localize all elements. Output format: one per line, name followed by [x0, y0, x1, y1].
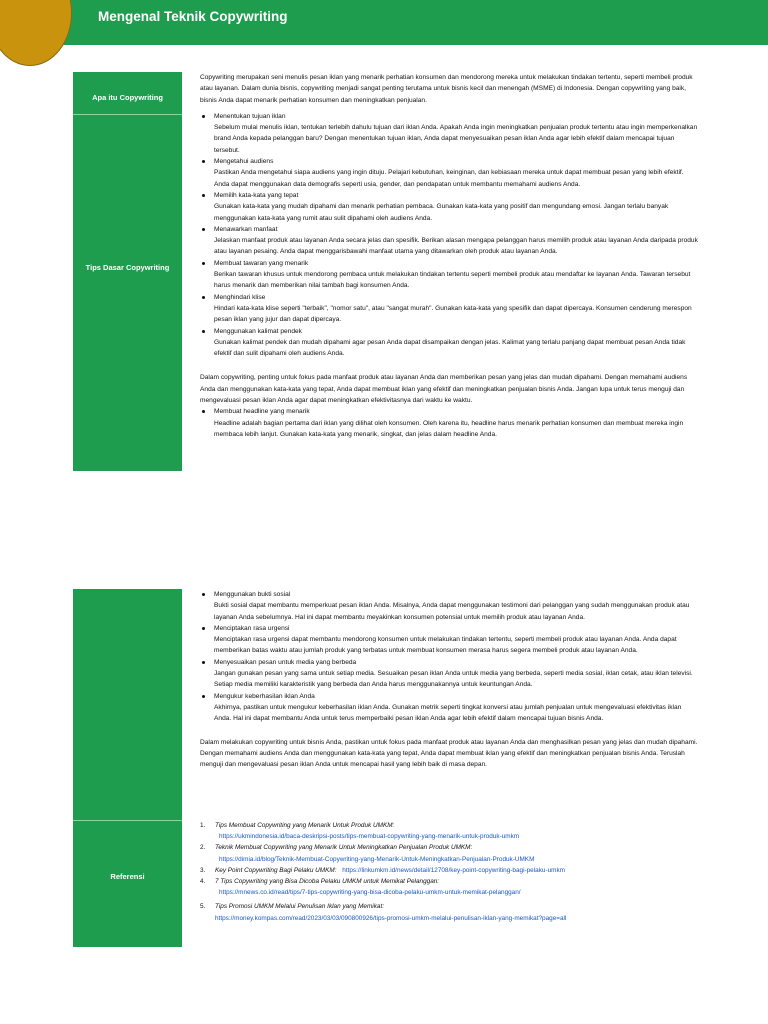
tip-text: Hindari kata-kata klise seperti "terbaik", "nomor satu", atau "sangat murah". Gunakan kata-kata yang spesifik dan dapat dipercaya. Konsumen cenderung merespon pesan iklan yang jujur dan dapat dipercaya. — [214, 304, 692, 324]
page-title: Mengenal Teknik Copywriting — [98, 9, 288, 24]
tip-title: Menggunakan bukti sosial — [214, 591, 291, 598]
reference-number: 2. — [200, 844, 206, 852]
list-item — [200, 623, 698, 657]
list-item — [200, 111, 698, 156]
tip-text: Gunakan kata-kata yang mudah dipahami dan menarik perhatian pembaca. Gunakan kata-kata yang positif dan mengundang emosi. Jangan terlalu banyak menggunakan kata-kata yang rumit atau sulit dipahami oleh audiens Anda. — [214, 203, 669, 222]
list-item — [200, 156, 698, 190]
reference-title: 7 Tips Copywriting yang Bisa Dicoba Pelaku UMKM untuk Memikat Pelanggan: — [215, 878, 440, 886]
reference-link[interactable]: https://linkumkm.id/news/detail/12708/key-point-copywriting-bagi-pelaku-umkm — [342, 866, 565, 874]
tip-text: Jelaskan manfaat produk atau layanan Anda secara jelas dan spesifik. Berikan alasan mengapa pelanggan harus memilih produk atau layanan Anda daripada produk atau layanan pesaing. Anda dapat menggarisbawahi manfaat utama yang ditawarkan oleh produk atau layanan Anda. — [214, 237, 698, 256]
tip-text: Berikan tawaran khusus untuk mendorong pembaca untuk melakukan tindakan tertentu seperti membeli produk atau mendaftar ke layanan Anda. Tawaran tersebut harus menarik dan memberikan nilai tambah bagi konsumen Anda. — [214, 271, 691, 290]
tip-title: Mengukur keberhasilan iklan Anda — [214, 692, 315, 700]
tip-text: Menciptakan rasa urgensi dapat membantu mendorong konsumen untuk melakukan tindakan tertentu, seperti membeli produk atau layanan Anda. Anda dapat memberikan batas waktu atau jumlah produk yang terbatas untuk membuat konsumen merasa harus segera membeli produk atau layanan Anda. — [214, 636, 677, 655]
list-item — [200, 190, 698, 224]
reference-item — [200, 865, 698, 876]
tips-list — [200, 406, 698, 440]
section-label-apa-itu: Apa itu Copywriting — [92, 93, 163, 102]
reference-title: Tips Promosi UMKM Melalui Penulisan Iklan yang Memikat: — [215, 903, 384, 911]
section-divider — [73, 820, 182, 821]
section-column-bottom — [73, 589, 182, 947]
reference-item — [200, 820, 698, 842]
tip-text: Gunakan kalimat pendek dan mudah dipahami agar pesan Anda dapat disampaikan dengan jelas. Kalimat yang terlalu panjang dapat membuat pesan Anda tidak efektif dan sulit dipahami oleh audiens Anda. — [214, 338, 686, 358]
reference-title: Tips Membuat Copywriting yang Menarik Untuk Produk UMKM: — [215, 822, 395, 829]
tip-title: Mengetahui audiens — [214, 158, 274, 166]
reference-link[interactable]: https://mnews.co.id/read/tips/7-tips-copywriting-yang-bisa-dicoba-pelaku-umkm-untuk-memikat-pelanggan/ — [219, 889, 521, 897]
tip-title: Membuat tawaran yang menarik — [214, 259, 309, 267]
list-item — [200, 292, 698, 326]
reference-number: 5. — [200, 903, 206, 911]
list-item — [200, 657, 698, 691]
tip-title: Menentukan tujuan iklan — [214, 112, 286, 120]
reference-link[interactable]: https://ukmindonesia.id/baca-deskripsi-posts/tips-membuat-copywriting-yang-menarik-untuk-produk-umkm — [219, 833, 520, 841]
content-page-1 — [200, 72, 698, 440]
tip-text: Pastikan Anda mengetahui siapa audiens yang ingin dituju. Pelajari kebutuhan, keinginan, dan kebiasaan mereka untuk dapat membuat pesan yang lebih efektif. Anda dapat menggunakan data demografis seperti usia, gender, dan pendapatan untuk membantu memahami audiens Anda. — [214, 169, 684, 188]
reference-item — [200, 901, 698, 923]
reference-item — [200, 876, 698, 898]
list-item — [200, 691, 698, 725]
intro-paragraph: Copywriting merupakan seni menulis pesan iklan yang menarik perhatian konsumen dan mendorong mereka untuk melakukan tindakan tertentu, seperti membeli produk atau layanan. Dalam dunia bisnis, copywriting menjadi sangat penting terutama untuk bisnis kecil dan menengah (MSME) di Indonesia. Dengan copywriting yang baik, bisnis Anda dapat menarik perhatian konsumen dan meningkatkan penjualan. — [200, 74, 693, 104]
reference-item — [200, 842, 698, 864]
reference-link[interactable]: https://dimia.id/blog/Teknik-Membuat-Copywriting-yang-Menarik-Untuk-Meningkatkan-Penjualan-Produk-UMKM — [219, 855, 535, 863]
reference-number: 4. — [200, 878, 206, 886]
section-label-tips-dasar: Tips Dasar Copywriting — [85, 263, 170, 272]
tip-title: Menyesuaikan pesan untuk media yang berbeda — [214, 658, 357, 666]
reference-link[interactable]: https://money.kompas.com/read/2023/03/03/090800926/tips-promosi-umkm-melalui-penulisan-iklan-yang-memikat?page=all — [215, 914, 567, 922]
section-divider — [73, 114, 182, 115]
list-item — [200, 258, 698, 292]
tip-text: Jangan gunakan pesan yang sama untuk setiap media. Sesuaikan pesan iklan Anda untuk media yang berbeda, seperti media sosial, iklan cetak, atau iklan televisi. Setiap media memiliki karakteristik yang berbeda dan Anda harus menggunakannya untuk keuntungan Anda. — [214, 670, 693, 689]
tip-text: Bukti sosial dapat membantu memperkuat pesan iklan Anda. Misalnya, Anda dapat menggunakan testimoni dari pelanggan yang sudah menggunakan produk atau layanan Anda sebelumnya. Hal ini dapat membantu meyakinkan konsumen potensial untuk memilih produk atau layanan Anda. — [214, 602, 690, 621]
tips-list — [200, 589, 698, 725]
list-item — [200, 406, 698, 440]
section-column-top — [73, 72, 182, 471]
reference-number: 1. — [200, 822, 206, 829]
tip-title: Menghindari klise — [214, 293, 266, 301]
list-item — [200, 589, 698, 623]
summary-badge — [0, 0, 72, 66]
summary-paragraph: Dalam copywriting, penting untuk fokus pada manfaat produk atau layanan Anda dan memberikan pesan yang jelas dan mudah dipahami. Dengan memahami audiens Anda dan menggunakan kata-kata yang tepat, Anda dapat membuat iklan yang efektif dan meningkatkan penjualan bisnis Anda. Jangan lupa untuk terus menguji dan mengevaluasi pesan iklan Anda agar dapat meningkatkan efektivitasnya dari waktu ke waktu. — [200, 374, 688, 405]
tip-title: Menggunakan kalimat pendek — [214, 327, 302, 335]
tip-text: Headline adalah bagian pertama dari iklan yang dilihat oleh konsumen. Oleh karena itu, headline harus menarik perhatian konsumen dan membuat mereka ingin membaca lebih lanjut. Gunakan kata-kata yang menarik, singkat, dan jelas dalam headline Anda. — [214, 419, 684, 438]
tip-title: Membuat headline yang menarik — [214, 408, 310, 416]
tip-text: Akhirnya, pastikan untuk mengukur keberhasilan iklan Anda. Gunakan metrik seperti tingkat konversi atau jumlah penjualan untuk mengevaluasi efektivitas iklan Anda. Hal ini dapat membantu Anda untuk terus memperbaiki pesan iklan Anda agar lebih efektif dalam mencapai tujuan bisnis Anda. — [214, 703, 682, 723]
reference-number: 3. — [200, 866, 206, 874]
tip-title: Menciptakan rasa urgensi — [214, 624, 290, 632]
reference-title: Teknik Membuat Copywriting yang Menarik Untuk Meningkatkan Penjualan Produk UMKM: — [215, 844, 473, 852]
closing-paragraph: Dalam melakukan copywriting untuk bisnis Anda, pastikan untuk fokus pada manfaat produk atau layanan Anda dan menghasilkan pesan yang jelas dan mudah dipahami. Dengan memahami audiens Anda dan menggunakan kata-kata yang tepat, Anda dapat membuat iklan yang efektif dan meningkatkan penjualan bisnis Anda. Teruslah menguji dan mengevaluasi pesan iklan Anda untuk mencapai hasil yang lebih baik di masa depan. — [200, 738, 698, 769]
tips-list — [200, 111, 698, 360]
header-bar — [0, 0, 768, 45]
tip-text: Sebelum mulai menulis iklan, tentukan terlebih dahulu tujuan dari iklan Anda. Apakah Anda ingin meningkatkan penjualan produk tertentu atau ingin memperkenalkan brand Anda kepada pelanggan baru? Dengan menentukan tujuan iklan, Anda dapat menyesuaikan pesan iklan Anda agar lebih efektif dalam mencapai tujuan tersebut. — [214, 124, 698, 154]
list-item — [200, 326, 698, 360]
list-item — [200, 224, 698, 258]
reference-list — [200, 820, 698, 924]
section-label-referensi: Referensi — [110, 872, 145, 881]
tip-title: Menawarkan manfaat — [214, 225, 278, 233]
tip-title: Memilih kata-kata yang tepat — [214, 191, 299, 199]
content-page-2 — [200, 589, 698, 770]
reference-title: Key Point Copywriting Bagi Pelaku UMKM: — [215, 866, 337, 874]
